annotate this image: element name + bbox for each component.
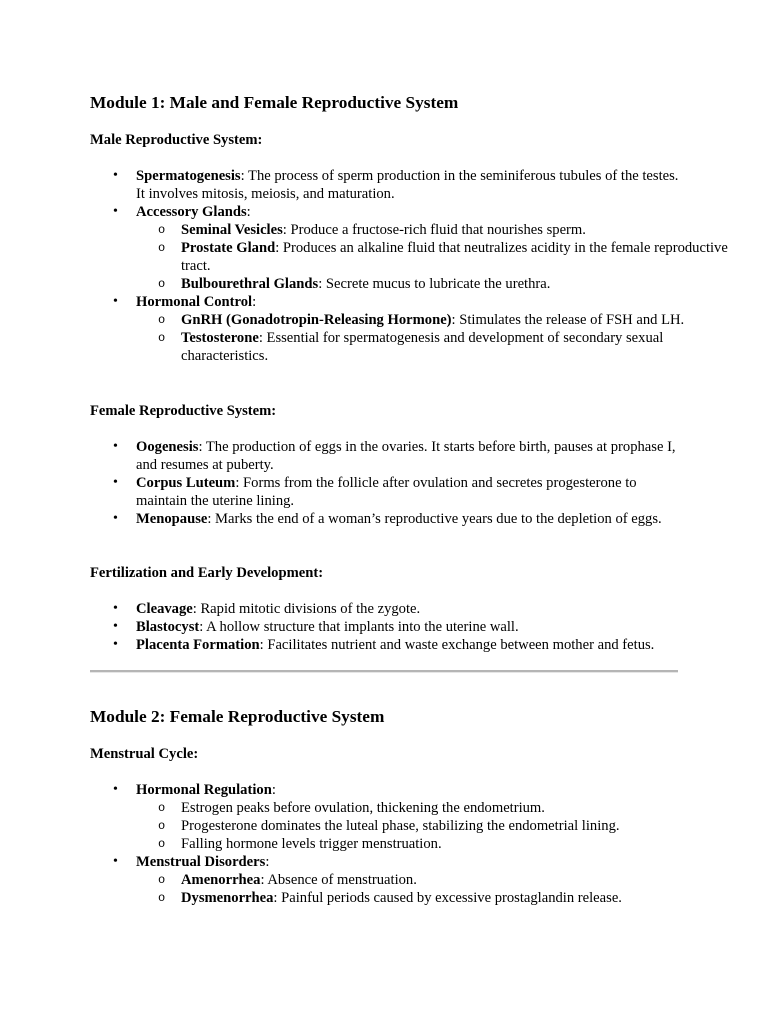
sub-item-bulbourethral-glands — [90, 275, 735, 293]
fertilization-heading: Fertilization and Early Development: — [90, 565, 324, 581]
section-divider — [90, 670, 678, 673]
list-item-menopause — [90, 510, 690, 528]
term: Oogenesis — [136, 439, 199, 455]
term: Testosterone — [181, 330, 259, 346]
definition: : A hollow structure that implants into the uterine wall. — [199, 619, 519, 635]
term: Spermatogenesis — [136, 168, 241, 184]
term: Cleavage — [136, 601, 193, 617]
term: Placenta Formation — [136, 637, 260, 653]
definition: : Painful periods caused by excessive prostaglandin release. — [273, 890, 622, 906]
term: Amenorrhea — [181, 872, 261, 888]
definition: : — [265, 854, 270, 870]
sub-item-amenorrhea — [90, 871, 735, 889]
sub-item-falling-hormones — [90, 835, 735, 853]
definition: Estrogen peaks before ovulation, thickening the endometrium. — [181, 800, 545, 816]
list-item-corpus-luteum — [90, 474, 690, 510]
fertilization-list — [90, 600, 690, 654]
list-item-spermatogenesis — [90, 167, 690, 203]
module-1-title: Module 1: Male and Female Reproductive System — [90, 93, 459, 112]
sub-item-estrogen — [90, 799, 735, 817]
definition: Falling hormone levels trigger menstruation. — [181, 836, 442, 852]
sub-item-testosterone — [90, 329, 735, 365]
menstrual-disorders-sublist — [136, 871, 690, 907]
definition: : Produces an alkaline fluid that neutralizes acidity in the female reproductive tract. — [181, 240, 728, 274]
sub-item-dysmenorrhea — [90, 889, 735, 907]
sub-item-seminal-vesicles — [90, 221, 735, 239]
definition: Progesterone dominates the luteal phase, stabilizing the endometrial lining. — [181, 818, 620, 834]
male-system-list — [90, 167, 728, 365]
term: Prostate Gland — [181, 240, 276, 256]
term: Blastocyst — [136, 619, 200, 635]
definition: : The production of eggs in the ovaries. It starts before birth, pauses at prophase I, and resumes at puberty. — [136, 439, 676, 473]
menstrual-cycle-heading: Menstrual Cycle: — [90, 746, 199, 762]
definition: : Essential for spermatogenesis and development of secondary sexual characteristics. — [181, 330, 664, 364]
definition: : — [252, 294, 257, 310]
term: Menopause — [136, 511, 208, 527]
list-item-blastocyst — [90, 618, 690, 636]
term: Bulbourethral Glands — [181, 276, 319, 292]
accessory-glands-sublist — [136, 221, 728, 293]
definition: : The process of sperm production in the seminiferous tubules of the testes. It involves mitosis, meiosis, and maturation. — [136, 168, 679, 202]
term: Corpus Luteum — [136, 475, 236, 491]
term: Hormonal Control — [136, 294, 253, 310]
list-item-hormonal-control — [90, 293, 690, 365]
list-item-oogenesis — [90, 438, 690, 474]
list-item-menstrual-disorders — [90, 853, 690, 907]
definition: : Marks the end of a woman’s reproductive years due to the depletion of eggs. — [207, 511, 662, 527]
hormonal-regulation-sublist — [136, 799, 690, 853]
list-item-hormonal-regulation — [90, 781, 690, 853]
definition: : — [271, 782, 276, 798]
definition: : Rapid mitotic divisions of the zygote. — [192, 601, 421, 617]
sub-item-gnrh — [90, 311, 735, 329]
definition: : Stimulates the release of FSH and LH. — [451, 312, 685, 328]
definition: : — [246, 204, 251, 220]
female-system-list — [90, 438, 690, 528]
list-item-accessory-glands — [90, 203, 728, 293]
definition: : Secrete mucus to lubricate the urethra. — [318, 276, 551, 292]
definition: : Produce a fructose-rich fluid that nourishes sperm. — [282, 222, 586, 238]
list-item-placenta-formation — [90, 636, 690, 654]
hormonal-control-sublist — [136, 311, 690, 365]
sub-item-progesterone — [90, 817, 735, 835]
male-system-heading: Male Reproductive System: — [90, 132, 263, 148]
list-item-cleavage — [90, 600, 690, 618]
sub-item-prostate-gland — [90, 239, 735, 275]
term: Hormonal Regulation — [136, 782, 272, 798]
definition: : Forms from the follicle after ovulation and secretes progesterone to maintain the uterine lining. — [136, 475, 637, 509]
menstrual-cycle-list — [90, 781, 690, 907]
term: GnRH (Gonadotropin-Releasing Hormone) — [181, 312, 452, 328]
definition: : Facilitates nutrient and waste exchange between mother and fetus. — [259, 637, 655, 653]
term: Menstrual Disorders — [136, 854, 266, 870]
definition: : Absence of menstruation. — [260, 872, 417, 888]
term: Seminal Vesicles — [181, 222, 283, 238]
term: Accessory Glands — [136, 204, 247, 220]
female-system-heading: Female Reproductive System: — [90, 403, 277, 419]
term: Dysmenorrhea — [181, 890, 274, 906]
module-2-title: Module 2: Female Reproductive System — [90, 707, 385, 726]
